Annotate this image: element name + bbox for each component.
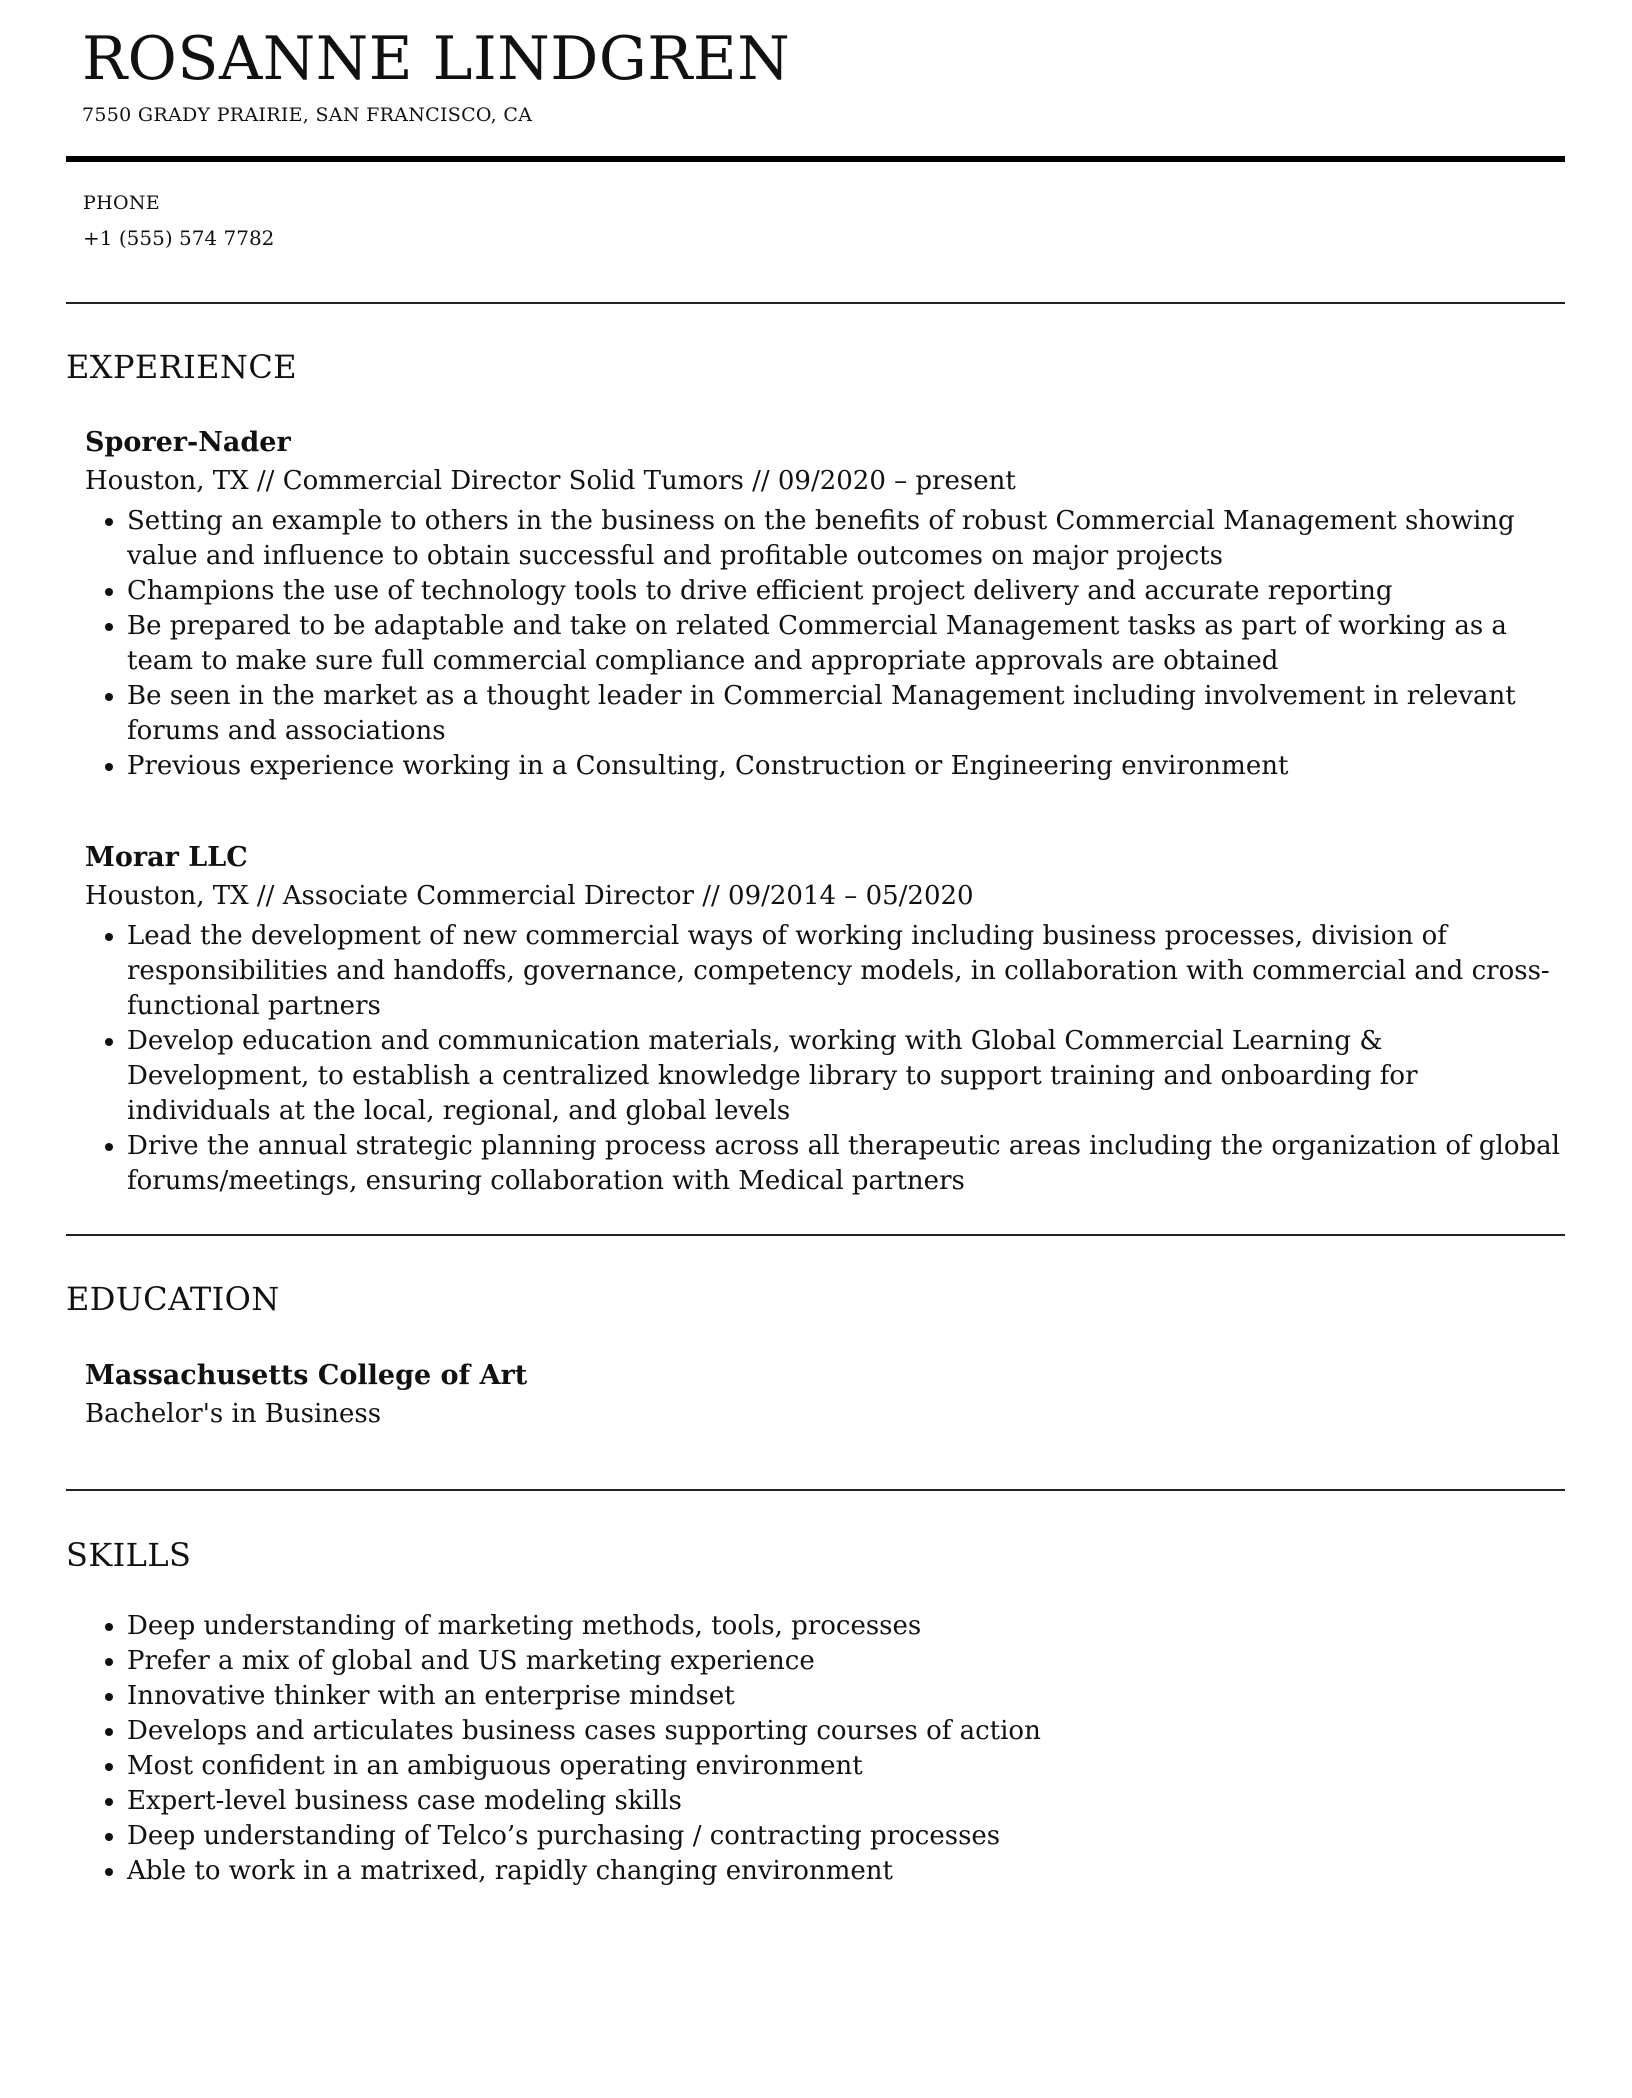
job-bullets (85, 919, 1565, 1199)
education-degree: Bachelor's in Business (85, 1399, 382, 1429)
education-school: Massachusetts College of Art (85, 1360, 528, 1391)
job-bullet: • Lead the development of new commercial ways of working including business processes, division of responsibilities and handoffs, governance, competency models, in collaboration with commercial and cross-functional partners (127, 919, 1565, 1024)
education-entry (85, 1357, 1565, 1437)
job-bullet: • Champions the use of technology tools to drive efficient project delivery and accurate reporting (127, 574, 1565, 609)
skills-heading: SKILLS (66, 1536, 192, 1574)
skill-item: • Deep understanding of marketing methods, tools, processes (127, 1609, 1565, 1644)
skill-item: • Develops and articulates business cases supporting courses of action (127, 1714, 1565, 1749)
candidate-address: 7550 GRADY PRAIRIE, SAN FRANCISCO, CA (82, 104, 533, 126)
job-entry-1 (85, 424, 1565, 784)
job-bullet: • Be seen in the market as a thought leader in Commercial Management including involvement in relevant forums and associations (127, 679, 1565, 749)
job-bullet: • Previous experience working in a Consulting, Construction or Engineering environment (127, 749, 1565, 784)
candidate-name: ROSANNE LINDGREN (82, 24, 791, 94)
job-bullet: • Drive the annual strategic planning process across all therapeutic areas including the organization of global forums/meetings, ensuring collaboration with Medical partners (127, 1129, 1565, 1199)
phone-label: PHONE (83, 192, 160, 214)
job-bullet: • Setting an example to others in the business on the benefits of robust Commercial Management showing value and influence to obtain successful and profitable outcomes on major projects (127, 504, 1565, 574)
skills-bullets (85, 1609, 1565, 1889)
job-bullet: • Be prepared to be adaptable and take on related Commercial Management tasks as part of working as a team to make sure full commercial compliance and appropriate approvals are obtained (127, 609, 1565, 679)
header-divider (66, 156, 1565, 162)
skill-item: • Prefer a mix of global and US marketing experience (127, 1644, 1565, 1679)
skill-item: • Able to work in a matrixed, rapidly changing environment (127, 1854, 1565, 1889)
experience-divider (66, 1234, 1565, 1236)
education-heading: EDUCATION (66, 1280, 280, 1318)
phone-value: +1 (555) 574 7782 (83, 226, 275, 250)
job-entry-2 (85, 839, 1565, 1199)
job-bullets (85, 504, 1565, 784)
job-meta: Houston, TX // Commercial Director Solid Tumors // 09/2020 – present (85, 466, 1016, 496)
job-meta: Houston, TX // Associate Commercial Director // 09/2014 – 05/2020 (85, 881, 974, 911)
education-divider (66, 1489, 1565, 1491)
skill-item: • Most confident in an ambiguous operating environment (127, 1749, 1565, 1784)
skill-item: • Expert-level business case modeling skills (127, 1784, 1565, 1819)
experience-heading: EXPERIENCE (66, 348, 297, 386)
contact-divider (66, 302, 1565, 304)
skills-list (85, 1609, 1565, 1889)
skill-item: • Deep understanding of Telco’s purchasing / contracting processes (127, 1819, 1565, 1854)
job-company: Morar LLC (85, 842, 248, 873)
skill-item: • Innovative thinker with an enterprise mindset (127, 1679, 1565, 1714)
job-bullet: • Develop education and communication materials, working with Global Commercial Learning & Development, to establish a centralized knowledge library to support training and onboarding for individuals at the local, regional, and global levels (127, 1024, 1565, 1129)
job-company: Sporer-Nader (85, 427, 291, 458)
